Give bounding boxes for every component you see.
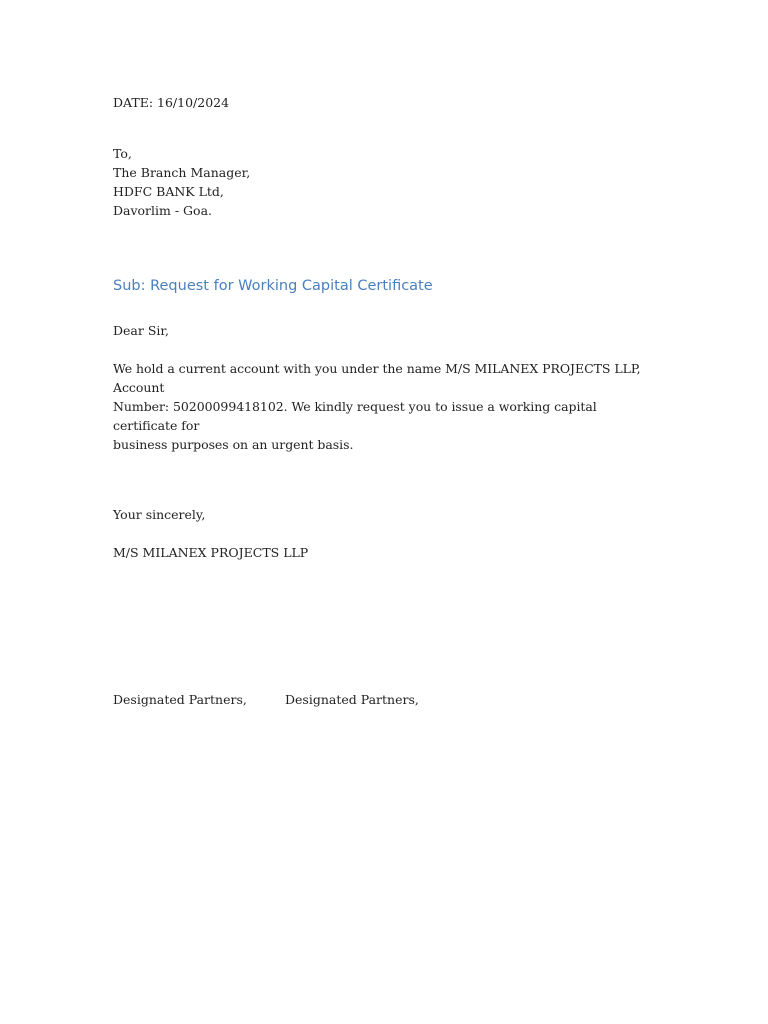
body-line: business purposes on an urgent basis. [113,437,354,452]
letter-body [113,93,658,709]
address-location: Davorlim - Goa. [113,203,212,218]
signatory-left: Designated Partners, [113,692,247,707]
address-bank: HDFC BANK Ltd, [113,184,224,199]
subject-heading: Sub: Request for Working Capital Certificate [113,278,433,294]
body-line: Number: 50200099418102. We kindly request you to issue a working capital certificate for [113,399,597,433]
address-to: To, [113,146,132,161]
address-recipient: The Branch Manager, [113,165,251,180]
body-line: We hold a current account with you under the name M/S MILANEX PROJECTS LLP, Account [113,361,641,395]
body-paragraph [113,359,658,454]
signature-block [113,690,658,709]
signatory-right: Designated Partners, [285,692,419,707]
letter-date: DATE: 16/10/2024 [113,95,230,110]
company-name: M/S MILANEX PROJECTS LLP [113,545,309,560]
recipient-address [113,144,658,220]
salutation: Dear Sir, [113,323,169,338]
closing: Your sincerely, [113,507,206,522]
